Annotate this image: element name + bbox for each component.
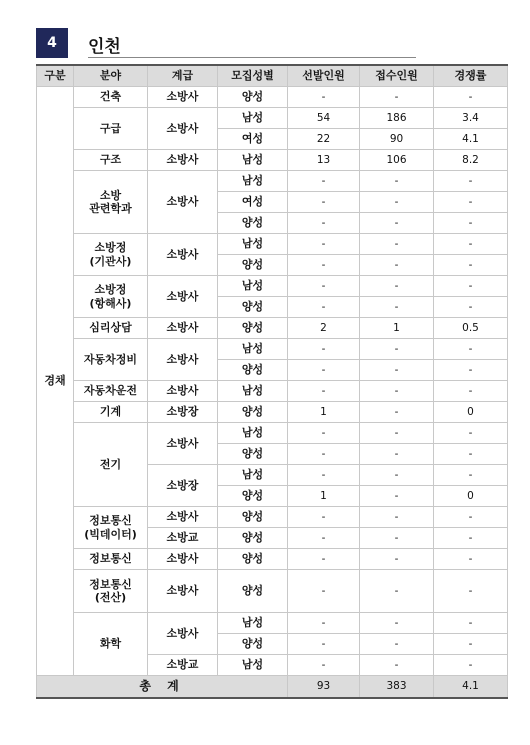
ratio-cell: - xyxy=(434,339,508,360)
selected-cell: - xyxy=(288,297,360,318)
gender-cell: 양성 xyxy=(218,444,288,465)
field-cell: 소방정 (기관사) xyxy=(74,234,148,276)
table-row xyxy=(37,381,508,402)
rank-cell: 소방교 xyxy=(148,655,218,676)
rank-cell: 소방사 xyxy=(148,171,218,234)
applicants-cell: - xyxy=(360,423,434,444)
section-number: 4 xyxy=(36,28,68,58)
table-row xyxy=(37,549,508,570)
applicants-cell: - xyxy=(360,402,434,423)
field-cell: 구급 xyxy=(74,108,148,150)
rank-cell: 소방사 xyxy=(148,423,218,465)
field-cell: 건축 xyxy=(74,87,148,108)
applicants-cell: - xyxy=(360,465,434,486)
table-row xyxy=(37,234,508,255)
ratio-cell: 4.1 xyxy=(434,129,508,150)
ratio-cell: 8.2 xyxy=(434,150,508,171)
rank-cell: 소방사 xyxy=(148,613,218,655)
ratio-cell: - xyxy=(434,192,508,213)
ratio-cell: - xyxy=(434,360,508,381)
rank-cell: 소방사 xyxy=(148,87,218,108)
selected-cell: - xyxy=(288,549,360,570)
table-header-row xyxy=(37,65,508,87)
field-cell: 소방정 (항해사) xyxy=(74,276,148,318)
applicants-cell: - xyxy=(360,570,434,613)
selected-cell: - xyxy=(288,423,360,444)
gender-cell: 남성 xyxy=(218,423,288,444)
selected-cell: - xyxy=(288,171,360,192)
applicants-cell: 186 xyxy=(360,108,434,129)
header-applicants: 접수인원 xyxy=(360,65,434,87)
field-cell: 화학 xyxy=(74,613,148,676)
ratio-cell: - xyxy=(434,549,508,570)
header-ratio: 경쟁률 xyxy=(434,65,508,87)
ratio-cell: - xyxy=(434,613,508,634)
table-row xyxy=(37,276,508,297)
ratio-cell: 0 xyxy=(434,486,508,507)
selected-cell: - xyxy=(288,613,360,634)
field-cell: 정보통신 (전산) xyxy=(74,570,148,613)
rank-cell: 소방사 xyxy=(148,549,218,570)
selected-cell: - xyxy=(288,381,360,402)
applicants-cell: - xyxy=(360,549,434,570)
applicants-cell: - xyxy=(360,255,434,276)
table-row xyxy=(37,402,508,423)
selected-cell: - xyxy=(288,507,360,528)
field-cell: 전기 xyxy=(74,423,148,507)
applicants-cell: - xyxy=(360,171,434,192)
selected-cell: - xyxy=(288,570,360,613)
applicants-cell: - xyxy=(360,444,434,465)
rank-cell: 소방사 xyxy=(148,507,218,528)
field-cell: 소방 관련학과 xyxy=(74,171,148,234)
applicants-cell: - xyxy=(360,87,434,108)
applicants-cell: - xyxy=(360,297,434,318)
applicants-cell: - xyxy=(360,655,434,676)
gender-cell: 양성 xyxy=(218,318,288,339)
ratio-cell: 3.4 xyxy=(434,108,508,129)
field-cell: 심리상담 xyxy=(74,318,148,339)
gender-cell: 남성 xyxy=(218,613,288,634)
field-cell: 정보통신 xyxy=(74,549,148,570)
gender-cell: 남성 xyxy=(218,381,288,402)
rank-cell: 소방사 xyxy=(148,339,218,381)
field-cell: 자동차운전 xyxy=(74,381,148,402)
selected-cell: - xyxy=(288,634,360,655)
gender-cell: 양성 xyxy=(218,528,288,549)
selected-cell: - xyxy=(288,444,360,465)
selected-cell: 1 xyxy=(288,486,360,507)
rank-cell: 소방사 xyxy=(148,234,218,276)
rank-cell: 소방사 xyxy=(148,276,218,318)
selected-cell: 1 xyxy=(288,402,360,423)
table-row xyxy=(37,150,508,171)
selected-cell: - xyxy=(288,213,360,234)
selected-cell: - xyxy=(288,276,360,297)
gender-cell: 양성 xyxy=(218,297,288,318)
gender-cell: 양성 xyxy=(218,549,288,570)
rank-cell: 소방사 xyxy=(148,381,218,402)
gender-cell: 남성 xyxy=(218,171,288,192)
applicants-cell: 1 xyxy=(360,318,434,339)
gender-cell: 남성 xyxy=(218,276,288,297)
applicants-cell: - xyxy=(360,339,434,360)
selected-cell: - xyxy=(288,339,360,360)
field-cell: 기계 xyxy=(74,402,148,423)
table-row xyxy=(37,423,508,444)
gender-cell: 양성 xyxy=(218,360,288,381)
selected-cell: 2 xyxy=(288,318,360,339)
section-heading xyxy=(36,28,416,58)
ratio-cell: - xyxy=(434,444,508,465)
gender-cell: 양성 xyxy=(218,255,288,276)
selected-cell: 13 xyxy=(288,150,360,171)
header-category: 구분 xyxy=(37,65,74,87)
ratio-cell: - xyxy=(434,297,508,318)
total-selected: 93 xyxy=(288,676,360,699)
gender-cell: 양성 xyxy=(218,486,288,507)
selected-cell: 22 xyxy=(288,129,360,150)
applicants-cell: 90 xyxy=(360,129,434,150)
ratio-cell: - xyxy=(434,655,508,676)
ratio-cell: - xyxy=(434,528,508,549)
ratio-cell: - xyxy=(434,276,508,297)
field-cell: 구조 xyxy=(74,150,148,171)
gender-cell: 남성 xyxy=(218,234,288,255)
rank-cell: 소방장 xyxy=(148,402,218,423)
selected-cell: - xyxy=(288,87,360,108)
selected-cell: - xyxy=(288,255,360,276)
gender-cell: 남성 xyxy=(218,655,288,676)
ratio-cell: - xyxy=(434,255,508,276)
recruitment-table xyxy=(36,64,508,699)
ratio-cell: - xyxy=(434,570,508,613)
heading-underline xyxy=(88,57,416,58)
field-cell: 정보통신 (빅데이터) xyxy=(74,507,148,549)
table-row xyxy=(37,87,508,108)
ratio-cell: - xyxy=(434,507,508,528)
applicants-cell: 106 xyxy=(360,150,434,171)
ratio-cell: - xyxy=(434,171,508,192)
selected-cell: 54 xyxy=(288,108,360,129)
applicants-cell: - xyxy=(360,507,434,528)
applicants-cell: - xyxy=(360,634,434,655)
ratio-cell: - xyxy=(434,634,508,655)
gender-cell: 양성 xyxy=(218,213,288,234)
ratio-cell: - xyxy=(434,213,508,234)
gender-cell: 남성 xyxy=(218,465,288,486)
selected-cell: - xyxy=(288,528,360,549)
selected-cell: - xyxy=(288,192,360,213)
gender-cell: 양성 xyxy=(218,402,288,423)
gender-cell: 양성 xyxy=(218,570,288,613)
group-label: 경채 xyxy=(37,87,74,676)
header-selected: 선발인원 xyxy=(288,65,360,87)
total-applicants: 383 xyxy=(360,676,434,699)
ratio-cell: 0 xyxy=(434,402,508,423)
table-row xyxy=(37,318,508,339)
table-row xyxy=(37,570,508,613)
gender-cell: 여성 xyxy=(218,192,288,213)
selected-cell: - xyxy=(288,655,360,676)
header-field: 분야 xyxy=(74,65,148,87)
applicants-cell: - xyxy=(360,276,434,297)
selected-cell: - xyxy=(288,360,360,381)
field-cell: 자동차정비 xyxy=(74,339,148,381)
table-row xyxy=(37,613,508,634)
ratio-cell: 0.5 xyxy=(434,318,508,339)
total-ratio: 4.1 xyxy=(434,676,508,699)
gender-cell: 양성 xyxy=(218,634,288,655)
total-row xyxy=(37,676,508,699)
ratio-cell: - xyxy=(434,465,508,486)
applicants-cell: - xyxy=(360,528,434,549)
gender-cell: 남성 xyxy=(218,339,288,360)
gender-cell: 남성 xyxy=(218,108,288,129)
section-title: 인천 xyxy=(88,37,121,57)
applicants-cell: - xyxy=(360,486,434,507)
rank-cell: 소방교 xyxy=(148,528,218,549)
rank-cell: 소방사 xyxy=(148,318,218,339)
applicants-cell: - xyxy=(360,613,434,634)
table-row xyxy=(37,171,508,192)
gender-cell: 남성 xyxy=(218,150,288,171)
gender-cell: 여성 xyxy=(218,129,288,150)
rank-cell: 소방사 xyxy=(148,150,218,171)
rank-cell: 소방장 xyxy=(148,465,218,507)
header-gender: 모집성별 xyxy=(218,65,288,87)
ratio-cell: - xyxy=(434,423,508,444)
applicants-cell: - xyxy=(360,234,434,255)
gender-cell: 양성 xyxy=(218,507,288,528)
header-rank: 계급 xyxy=(148,65,218,87)
applicants-cell: - xyxy=(360,381,434,402)
applicants-cell: - xyxy=(360,192,434,213)
applicants-cell: - xyxy=(360,360,434,381)
ratio-cell: - xyxy=(434,87,508,108)
rank-cell: 소방사 xyxy=(148,108,218,150)
selected-cell: - xyxy=(288,465,360,486)
table-row xyxy=(37,507,508,528)
ratio-cell: - xyxy=(434,234,508,255)
table-row xyxy=(37,339,508,360)
applicants-cell: - xyxy=(360,213,434,234)
table-row xyxy=(37,108,508,129)
gender-cell: 양성 xyxy=(218,87,288,108)
total-label: 총 계 xyxy=(37,676,288,699)
rank-cell: 소방사 xyxy=(148,570,218,613)
ratio-cell: - xyxy=(434,381,508,402)
selected-cell: - xyxy=(288,234,360,255)
